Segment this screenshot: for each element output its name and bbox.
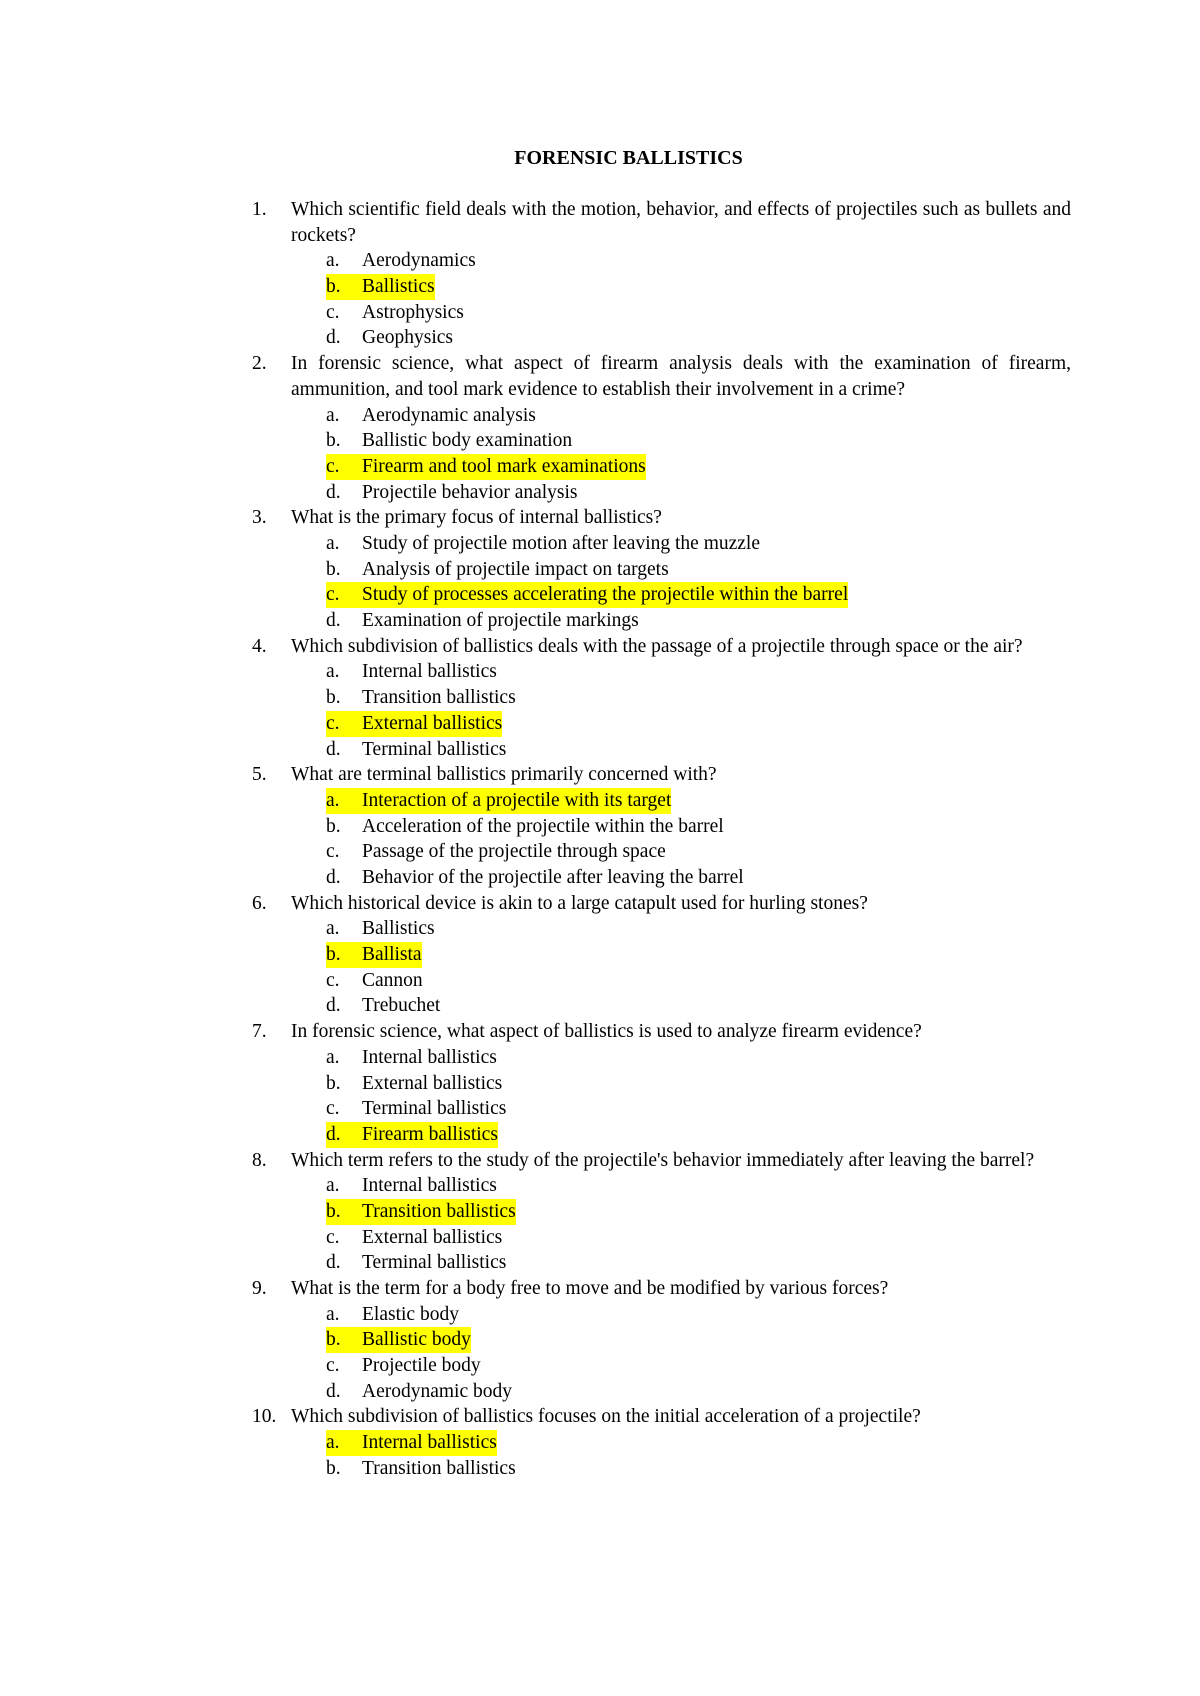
highlighted-answer xyxy=(326,1430,497,1456)
question-item xyxy=(0,891,1200,1019)
question-item xyxy=(0,197,1200,351)
option-list xyxy=(0,1302,1200,1405)
question-number: 1. xyxy=(252,199,267,220)
highlighted-answer xyxy=(326,788,671,814)
question-item xyxy=(0,1148,1200,1276)
option-text: External ballistics xyxy=(362,712,503,734)
option-line xyxy=(326,1096,506,1122)
option-text: Trebuchet xyxy=(362,995,441,1017)
answer-option-correct xyxy=(0,454,1200,480)
answer-option xyxy=(0,1250,1200,1276)
option-letter: c. xyxy=(326,712,340,734)
answer-option xyxy=(0,659,1200,685)
answer-option-correct xyxy=(0,788,1200,814)
question-item xyxy=(0,1019,1200,1147)
option-text: Terminal ballistics xyxy=(362,738,507,760)
question-text: In forensic science, what aspect of firearm analysis deals with the examination of firearm, ammunition, and tool mark evidence to establish their involvement in a crime? xyxy=(291,353,1071,400)
option-line xyxy=(326,557,669,583)
option-letter: a. xyxy=(326,661,340,683)
answer-option xyxy=(0,993,1200,1019)
option-line xyxy=(326,300,464,326)
option-line xyxy=(326,737,506,763)
answer-option-correct xyxy=(0,942,1200,968)
option-text: Transition ballistics xyxy=(362,687,516,709)
option-line xyxy=(326,839,666,865)
question-number: 8. xyxy=(252,1149,267,1171)
option-list xyxy=(0,248,1200,351)
option-list xyxy=(0,659,1200,762)
option-list xyxy=(0,916,1200,1019)
option-letter: d. xyxy=(326,1123,341,1145)
question-item xyxy=(0,505,1200,633)
option-text: Geophysics xyxy=(362,327,453,349)
option-line xyxy=(326,1456,516,1482)
question-number: 7. xyxy=(252,1021,267,1043)
option-letter: c. xyxy=(326,455,340,477)
option-text: Firearm and tool mark examinations xyxy=(362,455,646,477)
option-letter: b. xyxy=(326,1457,341,1479)
question-number: 2. xyxy=(252,353,267,375)
option-line xyxy=(326,1071,502,1097)
question-text: Which subdivision of ballistics deals with the passage of a projectile through space or the air? xyxy=(291,635,1023,657)
option-letter: b. xyxy=(326,558,341,580)
option-letter: c. xyxy=(326,841,340,863)
question-text: Which historical device is akin to a large catapult used for hurling stones? xyxy=(291,892,868,914)
option-list xyxy=(0,531,1200,634)
option-line xyxy=(326,1173,497,1199)
option-letter: c. xyxy=(326,301,340,323)
question-text: In forensic science, what aspect of ballistics is used to analyze firearm evidence? xyxy=(291,1021,922,1043)
highlighted-answer xyxy=(326,1327,471,1353)
highlighted-answer xyxy=(326,582,848,608)
option-line xyxy=(326,248,476,274)
option-letter: a. xyxy=(326,1432,340,1454)
highlighted-answer xyxy=(326,711,502,737)
option-text: Aerodynamic body xyxy=(362,1380,513,1402)
answer-option xyxy=(0,839,1200,865)
option-text: Terminal ballistics xyxy=(362,1098,507,1120)
answer-option xyxy=(0,300,1200,326)
option-text: Interaction of a projectile with its target xyxy=(362,789,672,811)
answer-option xyxy=(0,865,1200,891)
answer-option-correct xyxy=(0,274,1200,300)
option-line xyxy=(326,916,435,942)
option-letter: d. xyxy=(326,866,341,888)
question-text: Which term refers to the study of the projectile's behavior immediately after leaving the barrel? xyxy=(291,1149,1035,1171)
option-text: Cannon xyxy=(362,969,423,991)
answer-option xyxy=(0,968,1200,994)
option-letter: b. xyxy=(326,687,341,709)
question-number: 5. xyxy=(252,764,267,786)
option-text: Aerodynamic analysis xyxy=(362,404,536,426)
option-letter: a. xyxy=(326,789,340,811)
highlighted-answer xyxy=(326,1199,516,1225)
option-letter: d. xyxy=(326,610,341,632)
answer-option xyxy=(0,1045,1200,1071)
option-text: Transition ballistics xyxy=(362,1457,516,1479)
answer-option-correct xyxy=(0,711,1200,737)
question-text: What is the primary focus of internal ballistics? xyxy=(291,507,662,529)
highlighted-answer xyxy=(326,274,435,300)
option-text: Internal ballistics xyxy=(362,661,497,683)
option-letter: b. xyxy=(326,944,341,966)
option-letter: b. xyxy=(326,276,341,298)
option-line xyxy=(326,325,453,351)
question-item xyxy=(0,762,1200,890)
option-text: Behavior of the projectile after leaving the barrel xyxy=(362,866,744,888)
answer-option xyxy=(0,403,1200,429)
option-letter: a. xyxy=(326,1046,340,1068)
answer-option xyxy=(0,1302,1200,1328)
option-line xyxy=(326,403,536,429)
option-text: Ballistic body xyxy=(362,1329,471,1351)
option-list xyxy=(0,1430,1200,1481)
answer-option xyxy=(0,248,1200,274)
option-list xyxy=(0,1045,1200,1148)
option-letter: a. xyxy=(326,918,340,940)
question-text: What are terminal ballistics primarily concerned with? xyxy=(291,764,717,786)
answer-option xyxy=(0,428,1200,454)
option-letter: a. xyxy=(326,533,340,555)
option-line xyxy=(326,608,639,634)
option-letter: b. xyxy=(326,1072,341,1094)
option-text: Examination of projectile markings xyxy=(362,610,639,632)
option-letter: c. xyxy=(326,1355,340,1377)
highlighted-answer xyxy=(326,942,422,968)
option-text: Internal ballistics xyxy=(362,1175,497,1197)
question-item xyxy=(0,1276,1200,1404)
option-letter: d. xyxy=(326,995,341,1017)
answer-option xyxy=(0,916,1200,942)
option-text: Firearm ballistics xyxy=(362,1123,498,1145)
option-text: Study of processes accelerating the projectile within the barrel xyxy=(362,584,849,606)
option-letter: b. xyxy=(326,815,341,837)
question-number: 4. xyxy=(252,635,267,657)
option-letter: c. xyxy=(326,1226,340,1248)
option-text: Astrophysics xyxy=(362,301,464,323)
page-title: FORENSIC BALLISTICS xyxy=(514,147,743,169)
question-text: Which scientific field deals with the motion, behavior, and effects of projectiles such as bullets and rockets? xyxy=(291,199,1071,246)
option-text: Terminal ballistics xyxy=(362,1252,507,1274)
answer-option xyxy=(0,737,1200,763)
answer-option xyxy=(0,1353,1200,1379)
answer-option xyxy=(0,480,1200,506)
answer-option-correct xyxy=(0,1199,1200,1225)
question-text: What is the term for a body free to move and be modified by various forces? xyxy=(291,1278,889,1300)
option-letter: d. xyxy=(326,327,341,349)
option-line xyxy=(326,1225,502,1251)
option-line xyxy=(326,531,760,557)
option-text: External ballistics xyxy=(362,1226,503,1248)
option-text: Projectile body xyxy=(362,1355,481,1377)
answer-option xyxy=(0,1173,1200,1199)
option-text: Ballistic body examination xyxy=(362,430,573,452)
option-line xyxy=(326,659,497,685)
question-number: 10. xyxy=(252,1406,277,1428)
option-letter: b. xyxy=(326,430,341,452)
option-line xyxy=(326,1302,459,1328)
option-text: Aerodynamics xyxy=(362,250,476,272)
question-number: 6. xyxy=(252,892,267,914)
option-list xyxy=(0,788,1200,891)
answer-option-correct xyxy=(0,1327,1200,1353)
option-line xyxy=(326,1045,497,1071)
option-text: Ballistics xyxy=(362,276,435,298)
answer-option xyxy=(0,1096,1200,1122)
question-item xyxy=(0,351,1200,505)
answer-option xyxy=(0,1456,1200,1482)
question-number: 9. xyxy=(252,1278,267,1300)
option-text: Internal ballistics xyxy=(362,1432,497,1454)
option-letter: c. xyxy=(326,969,340,991)
question-number: 3. xyxy=(252,507,267,529)
option-letter: d. xyxy=(326,738,341,760)
option-list xyxy=(0,1173,1200,1276)
option-letter: a. xyxy=(326,1175,340,1197)
option-letter: d. xyxy=(326,1380,341,1402)
option-line xyxy=(326,1353,481,1379)
answer-option-correct xyxy=(0,1122,1200,1148)
option-letter: b. xyxy=(326,1200,341,1222)
option-text: Internal ballistics xyxy=(362,1046,497,1068)
option-text: Passage of the projectile through space xyxy=(362,841,666,863)
option-list xyxy=(0,403,1200,506)
question-item xyxy=(0,634,1200,762)
option-line xyxy=(326,814,724,840)
answer-option xyxy=(0,814,1200,840)
option-line xyxy=(326,685,516,711)
highlighted-answer xyxy=(326,454,646,480)
option-line xyxy=(326,1379,512,1405)
option-line xyxy=(326,968,423,994)
option-text: Transition ballistics xyxy=(362,1200,516,1222)
option-letter: d. xyxy=(326,481,341,503)
answer-option-correct xyxy=(0,582,1200,608)
question-text: Which subdivision of ballistics focuses on the initial acceleration of a projectile? xyxy=(291,1406,921,1428)
option-letter: c. xyxy=(326,1098,340,1120)
option-text: External ballistics xyxy=(362,1072,503,1094)
option-text: Ballistics xyxy=(362,918,435,940)
answer-option xyxy=(0,557,1200,583)
highlighted-answer xyxy=(326,1122,498,1148)
option-text: Acceleration of the projectile within the barrel xyxy=(362,815,724,837)
answer-option xyxy=(0,1225,1200,1251)
option-line xyxy=(326,993,440,1019)
option-line xyxy=(326,480,578,506)
option-letter: a. xyxy=(326,404,340,426)
question-list xyxy=(0,197,1200,1482)
option-letter: d. xyxy=(326,1252,341,1274)
option-line xyxy=(326,428,572,454)
option-line xyxy=(326,865,744,891)
answer-option xyxy=(0,1379,1200,1405)
answer-option xyxy=(0,325,1200,351)
option-text: Projectile behavior analysis xyxy=(362,481,578,503)
answer-option xyxy=(0,608,1200,634)
answer-option xyxy=(0,531,1200,557)
option-letter: b. xyxy=(326,1329,341,1351)
option-letter: a. xyxy=(326,250,340,272)
option-text: Ballista xyxy=(362,944,422,966)
option-line xyxy=(326,1250,506,1276)
option-letter: c. xyxy=(326,584,340,606)
option-text: Study of projectile motion after leaving the muzzle xyxy=(362,533,760,555)
answer-option xyxy=(0,685,1200,711)
option-letter: a. xyxy=(326,1303,340,1325)
question-item xyxy=(0,1404,1200,1481)
answer-option xyxy=(0,1071,1200,1097)
option-text: Elastic body xyxy=(362,1303,459,1325)
answer-option-correct xyxy=(0,1430,1200,1456)
option-text: Analysis of projectile impact on targets xyxy=(362,558,669,580)
